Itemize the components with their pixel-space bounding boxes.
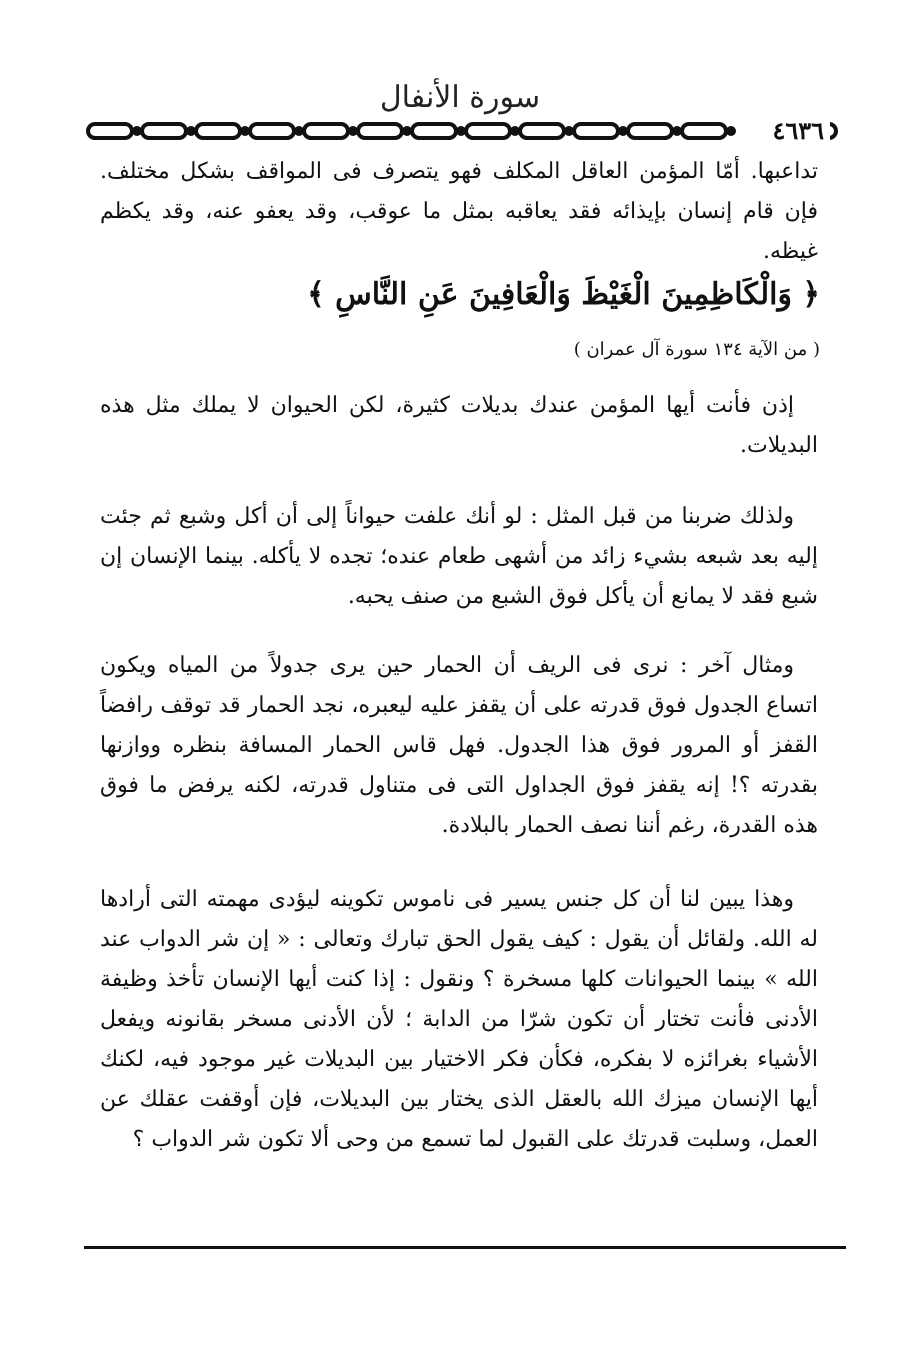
verse-reference: ( من الآية ١٣٤ سورة آل عمران )	[573, 339, 820, 360]
chain-link	[628, 124, 672, 138]
chain-link	[250, 124, 294, 138]
chain-dot	[620, 128, 626, 134]
paragraph-1-block	[100, 152, 818, 272]
chain-dot	[296, 128, 302, 134]
chain-link	[142, 124, 186, 138]
chain-link	[574, 124, 618, 138]
chain-dot	[134, 128, 140, 134]
chain-link	[412, 124, 456, 138]
chain-dot	[512, 128, 518, 134]
paragraph-2: إذن فأنت أيها المؤمن عندك بديلات كثيرة، لكن الحيوان لا يملك مثل هذه البديلات.	[100, 393, 818, 458]
chain-link	[466, 124, 510, 138]
quran-verse: ﴿ وَالْكَاظِمِينَ الْغَيْظَ وَالْعَافِينَ عَنِ النَّاسِ ﴾	[307, 277, 820, 312]
chain-dot	[404, 128, 410, 134]
chain-dot	[350, 128, 356, 134]
paragraph-3: ولذلك ضربنا من قبل المثل : لو أنك علفت حيواناً إلى أن أكل وشبع ثم جئت إليه بعد شبعه بشيء زائد من أشهى طعام عنده؛ تجده لا يأكله. بينما الإنسان إن شبع فقد لا يمانع أن يأكل فوق الشبع من صنف يحبه.	[100, 504, 818, 609]
chain-dot	[458, 128, 464, 134]
paragraph-5: وهذا يبين لنا أن كل جنس يسير فى ناموس تكوينه ليؤدى مهمته التى أرادها له الله. ولقائل أن يقول : كيف يقول الحق تبارك وتعالى : « إن شر الدواب عند الله » بينما الحيوانات كلها مسخرة ؟ ونقول : إذا كنت أيها الإنسان تأخذ وظيفة الأدنى فأنت تختار أن تكون شرّا من الدابة ؛ لأن الأدنى مسخر بقانونه ويفعل الأشياء بغرائزه لا بفكره، فكأن فكر الاختيار بين البديلات غير موجود فيه، لكنك أيها الإنسان ميزك الله بالعقل الذى يختار بين البديلات، فإن أوقفت عقلك عن العمل، وسلبت قدرتك على القبول لما تسمع من وحى ألا تكون شر الدواب ؟	[100, 887, 818, 1152]
chain-link	[358, 124, 402, 138]
chain-link	[520, 124, 564, 138]
paragraph-2-block	[100, 386, 818, 466]
footer-rule	[84, 1246, 846, 1249]
chain-dot	[188, 128, 194, 134]
chain-dot	[242, 128, 248, 134]
paragraph-5-block	[100, 880, 818, 1160]
paragraph-1: تداعبها. أمّا المؤمن العاقل المكلف فهو يتصرف فى المواقف بشكل مختلف. فإن قام إنسان بإيذائه فقد يعاقبه بمثل ما عوقب، وقد يعفو عنه، وقد يكظم غيظه.	[100, 159, 818, 264]
paragraph-3-block	[100, 497, 818, 617]
chain-link	[88, 124, 132, 138]
chain-dot	[566, 128, 572, 134]
chain-link	[196, 124, 240, 138]
chain-link	[304, 124, 348, 138]
chain-dot	[728, 128, 734, 134]
chain-dot	[674, 128, 680, 134]
chain-link	[682, 124, 726, 138]
header-ornament	[80, 116, 840, 146]
paragraph-4: ومثال آخر : نرى فى الريف أن الحمار حين يرى جدولاً من المياه ويكون اتساع الجدول فوق قدرته على أن يقفز عليه ليعبره، نجد الحمار قد توقف رافضاً القفز أو المرور فوق هذا الجدول. فهل قاس الحمار المسافة بنظره ووازنها بقدرته ؟! إنه يقفز فوق الجداول التى فى متناول قدرته، لكنه يرفض ما فوق هذه القدرة، رغم أننا نصف الحمار بالبلادة.	[100, 653, 818, 838]
page-number: ٤٦٣٦	[766, 116, 830, 146]
chain-ornament-icon	[80, 116, 840, 146]
surah-title: سورة الأنفال	[379, 80, 541, 115]
paragraph-4-block	[100, 646, 818, 846]
